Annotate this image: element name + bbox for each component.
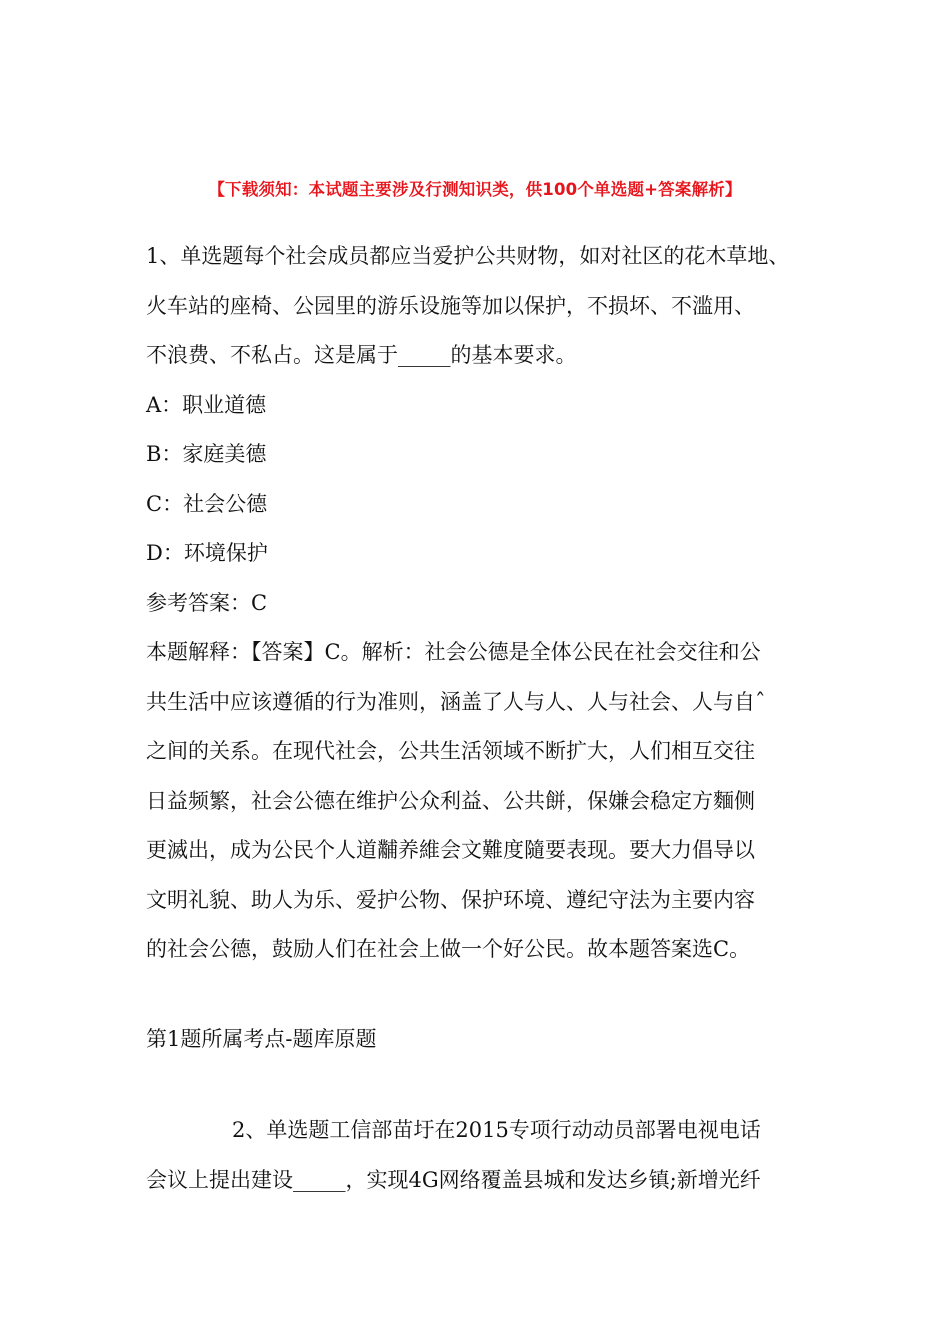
explanation-line: 本题解释：【答案】C。解析：社会公德是全体公民在社会交往和公 [146, 640, 761, 664]
option-c: C：社会公德 [146, 491, 268, 516]
reference-answer: 参考答案：C [146, 590, 268, 615]
question-point: 第1题所属考点-题库原题 [146, 1026, 377, 1051]
question-content [146, 232, 826, 1205]
explanation-line: 共生活中应该遵循的行为准则，涵盖了人与人、人与社会、人与自ˆ [146, 689, 766, 714]
explanation-line: 之间的关系。在现代社会，公共生活领域不断扩大，人们相互交往 [146, 739, 755, 763]
question-2-line: 2、单选题工信部苗圩在2015专项行动动员部署电视电话 [232, 1118, 761, 1142]
question-2-line: 会议上提出建设_____，实现4G网络覆盖县城和发达乡镇;新增光纤 [146, 1167, 761, 1192]
download-notice: 【下载须知：本试题主要涉及行测知识类，供100个单选题+答案解析】 [208, 180, 742, 199]
explanation-line: 更滅出，成为公民个人道黼养維会文難度隨要表现。要大力倡导以 [146, 838, 755, 862]
question-1-line: 火车站的座椅、公园里的游乐设施等加以保护，不损坏、不滥用、 [146, 293, 755, 318]
option-b: B：家庭美德 [146, 442, 267, 466]
option-a: A：职业道德 [146, 392, 267, 417]
option-d: D：环境保护 [146, 541, 268, 565]
explanation-line: 的社会公德，鼓励人们在社会上做一个好公民。故本题答案选C。 [146, 937, 751, 961]
explanation-line: 文明礼貌、助人为乐、爱护公物、保护环境、遵纪守法为主要内容 [146, 887, 755, 912]
explanation-line: 日益频繁，社会公德在维护公众利益、公共餅，保嫌会稳定方麵侧 [146, 788, 755, 813]
question-1-line: 不浪费、不私占。这是属于_____的基本要求。 [146, 343, 577, 367]
question-1-line: 1、单选题每个社会成员都应当爱护公共财物，如对社区的花木草地、 [146, 244, 790, 268]
